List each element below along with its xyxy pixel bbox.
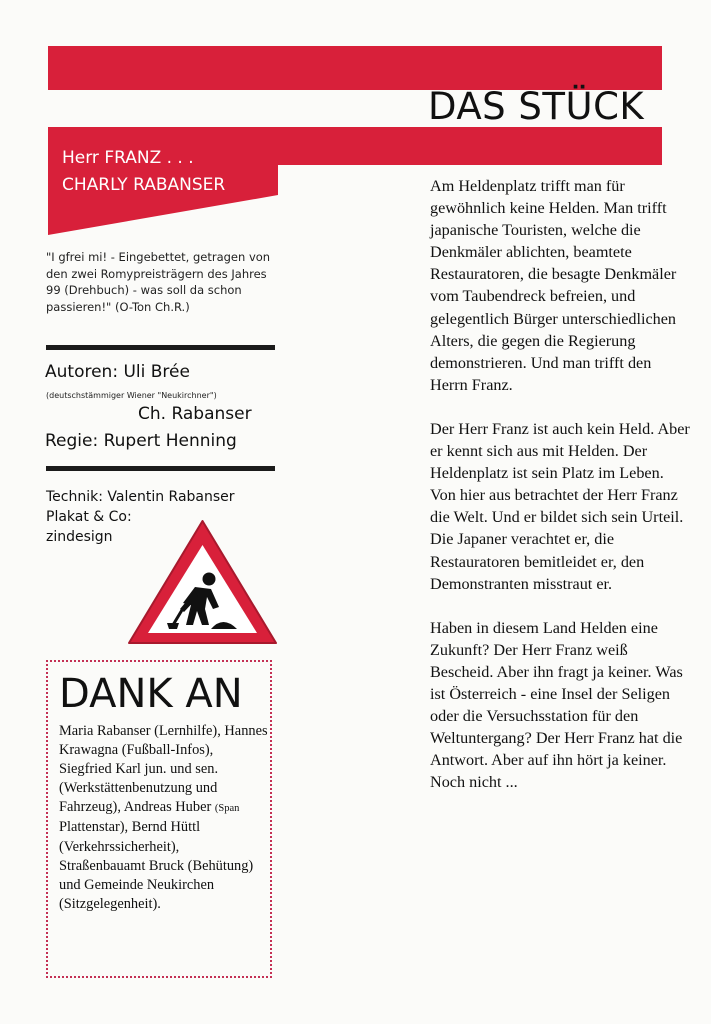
- red-banner-top: [48, 46, 662, 90]
- divider-rule: [46, 466, 275, 471]
- hero-title: [62, 145, 225, 199]
- credits-design: zindesign: [46, 529, 113, 545]
- credits-autoren: Autoren: Uli Brée: [45, 362, 190, 382]
- thanks-text-main: Maria Rabanser (Lernhilfe), Hannes Krawagna (Fußball-Infos), Siegfried Karl jun. und sen. (Werkstättenbenutzung und Fahrzeug), Andreas Huber: [59, 723, 268, 816]
- article-body: [430, 175, 692, 815]
- article-paragraph-3: Haben in diesem Land Helden eine Zukunft? Der Herr Franz weiß Bescheid. Aber ihn fragt ja keiner. Was ist Österreich - eine Insel der Seligen oder die Versuchsstation für den Weltuntergang? Der Herr Franz hat die Antwort. Aber auf ihn hört ja keiner. Noch nicht ...: [430, 618, 683, 792]
- hero-line-2: CHARLY RABANSER: [62, 175, 226, 195]
- hero-line-1: Herr FRANZ . . .: [62, 148, 194, 168]
- quote-text: "I gfrei mi! - Eingebettet, getragen von den zwei Romypreisträgern des Jahres 99 (Drehbuch) - was soll da schon passieren!" (O-Ton Ch.R.): [46, 250, 271, 314]
- thanks-text-rest: Plattenstar), Bernd Hüttl (Verkehrssicherheit), Straßenbauamt Bruck (Behütung) und Gemeinde Neukirchen (Sitzgelegenheit).: [59, 819, 254, 912]
- roadworks-warning-sign-icon: [125, 517, 280, 647]
- credits-plakat: Plakat & Co:: [46, 509, 132, 525]
- article-paragraph-2: Der Herr Franz ist auch kein Held. Aber er kennt sich aus mit Helden. Der Heldenplatz ist sein Platz im Leben. Von hier aus betrachtet der Herr Franz die Welt. Und er bildet sich sein Urteil. Die Japaner verachtet er, die Restauratoren bemitleidet er, den Demonstranten misstraut er.: [430, 419, 690, 593]
- credits-autoren-name2: Ch. Rabanser: [138, 404, 252, 424]
- credits-autoren-note: (deutschstämmiger Wiener "Neukirchner"): [46, 391, 217, 400]
- thanks-title: DANK AN: [59, 671, 243, 717]
- credits-regie: Regie: Rupert Henning: [45, 431, 237, 451]
- thanks-text: [59, 722, 269, 914]
- divider-rule: [46, 345, 275, 350]
- thanks-text-small: (Span: [214, 803, 240, 815]
- page-title: DAS STÜCK: [428, 85, 645, 128]
- article-paragraph-1: Am Heldenplatz trifft man für gewöhnlich keine Helden. Man trifft japanische Touristen, welche die Denkmäler ablichten, beamtete Restauratoren, die besagte Denkmäler vom Taubendreck befreien, und gelegentlich Bürger unterschiedlichen Alters, die gegen die Regierung demonstrieren. Und man trifft den Herrn Franz.: [430, 177, 677, 394]
- credits-technik: Technik: Valentin Rabanser: [46, 489, 235, 505]
